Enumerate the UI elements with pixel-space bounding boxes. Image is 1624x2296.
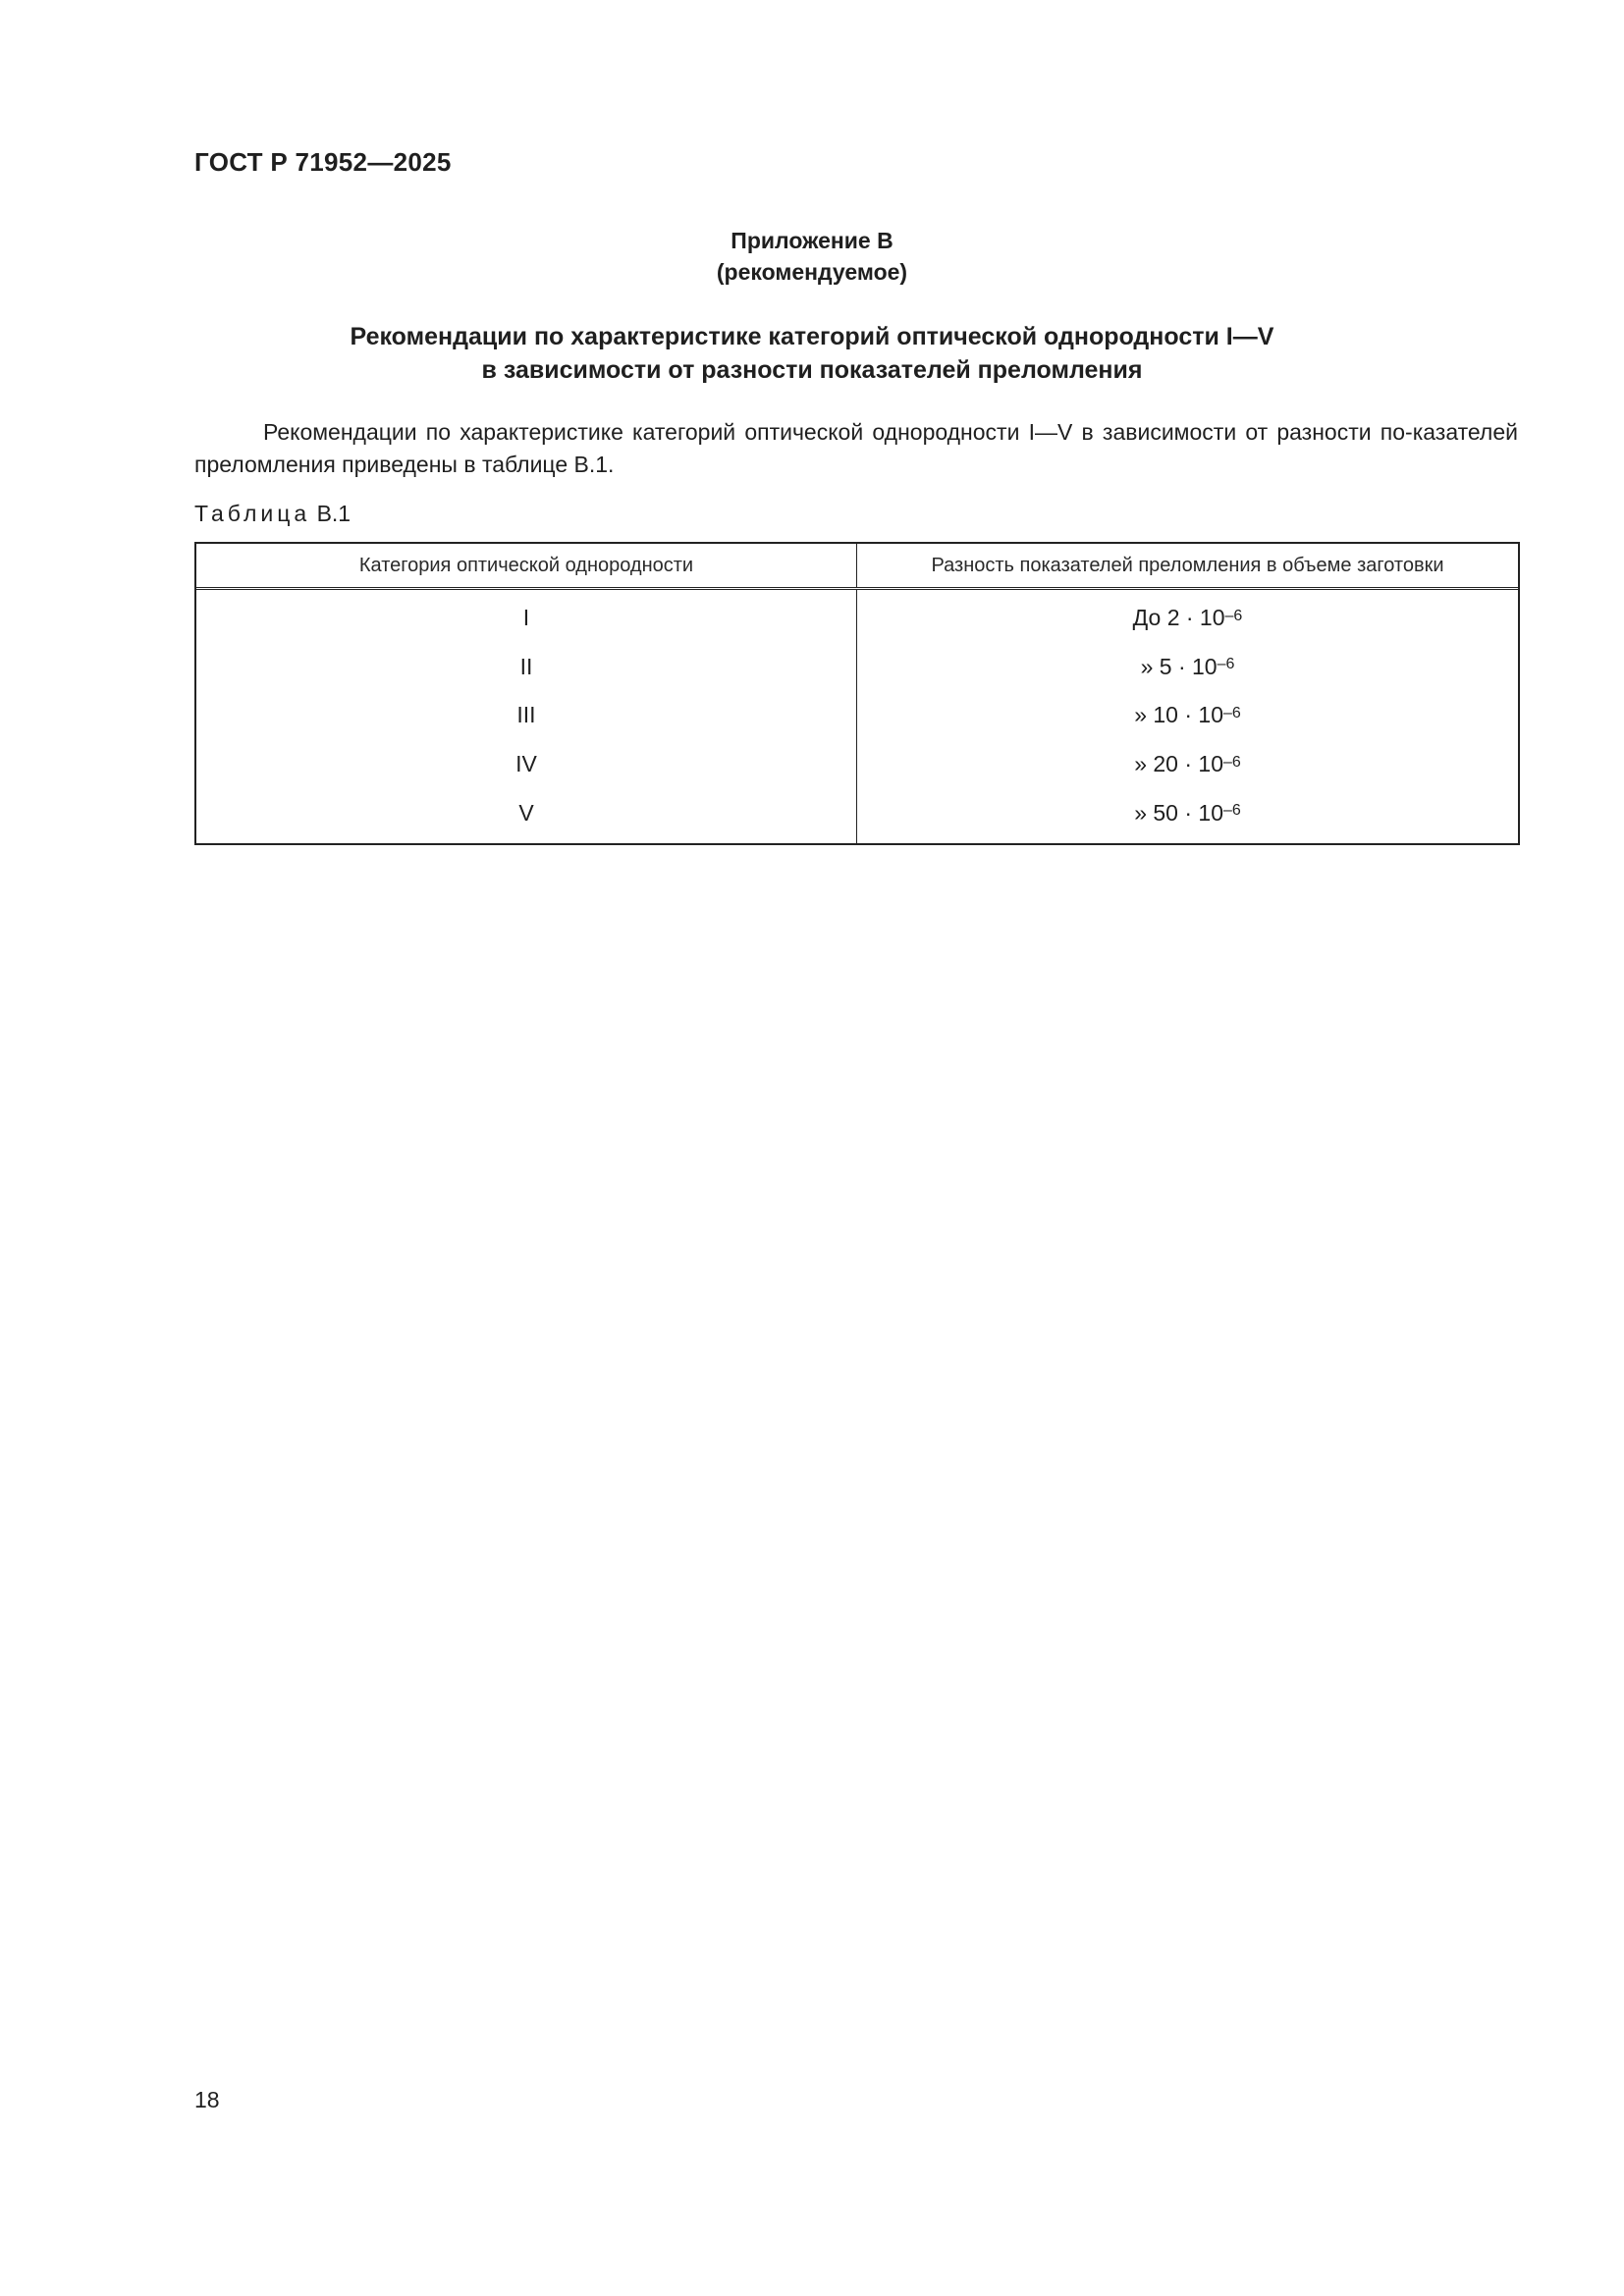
appendix-status: (рекомендуемое)	[716, 259, 908, 285]
data-table	[194, 542, 1520, 845]
table-cell-difference	[857, 594, 1518, 643]
difference-exponent: –6	[1217, 656, 1235, 673]
table-cell-difference	[857, 740, 1518, 789]
page-number: 18	[194, 2087, 220, 2112]
difference-exponent: –6	[1223, 753, 1241, 771]
table-cell-difference	[857, 643, 1518, 692]
difference-value: » 50 · 10	[1134, 799, 1223, 826]
table-column-category	[196, 590, 857, 843]
table-cell-difference	[857, 788, 1518, 837]
document-code: ГОСТ Р 71952—2025	[194, 147, 452, 177]
difference-value: » 10 · 10	[1134, 702, 1223, 728]
table-cell-category: IV	[515, 751, 537, 777]
table-caption	[194, 501, 351, 527]
difference-exponent: –6	[1223, 704, 1241, 721]
table-header-difference: Разность показателей преломления в объеме заготовки	[931, 554, 1444, 576]
section-heading-line-2: в зависимости от разности показателей преломления	[481, 356, 1143, 384]
difference-value: » 20 · 10	[1134, 751, 1223, 777]
table-body	[196, 590, 1518, 843]
table-cell-category: III	[516, 702, 536, 728]
table-column-difference	[857, 590, 1518, 843]
table-cell-difference	[857, 691, 1518, 740]
appendix-title: Приложение В	[731, 228, 893, 253]
table-cell-category: V	[518, 799, 534, 826]
table-cell-category: II	[519, 653, 533, 679]
section-heading-line-1: Рекомендации по характеристике категорий оптической однородности I—V	[350, 323, 1274, 350]
table-cell-category: I	[522, 605, 530, 631]
difference-value: » 5 · 10	[1140, 653, 1218, 679]
table-header-category: Категория оптической однородности	[196, 544, 857, 587]
table-header-row	[196, 544, 1518, 590]
difference-value: До 2 · 10	[1132, 605, 1225, 631]
difference-exponent: –6	[1223, 802, 1241, 820]
table-caption-word: Таблица	[194, 501, 311, 526]
difference-exponent: –6	[1224, 607, 1243, 624]
table-caption-number: В.1	[316, 501, 352, 526]
body-paragraph: Рекомендации по характеристике категорий оптической однородности I—V в зависимости от разности по-казателей преломления приведены в таблице В.1.	[194, 419, 1518, 477]
